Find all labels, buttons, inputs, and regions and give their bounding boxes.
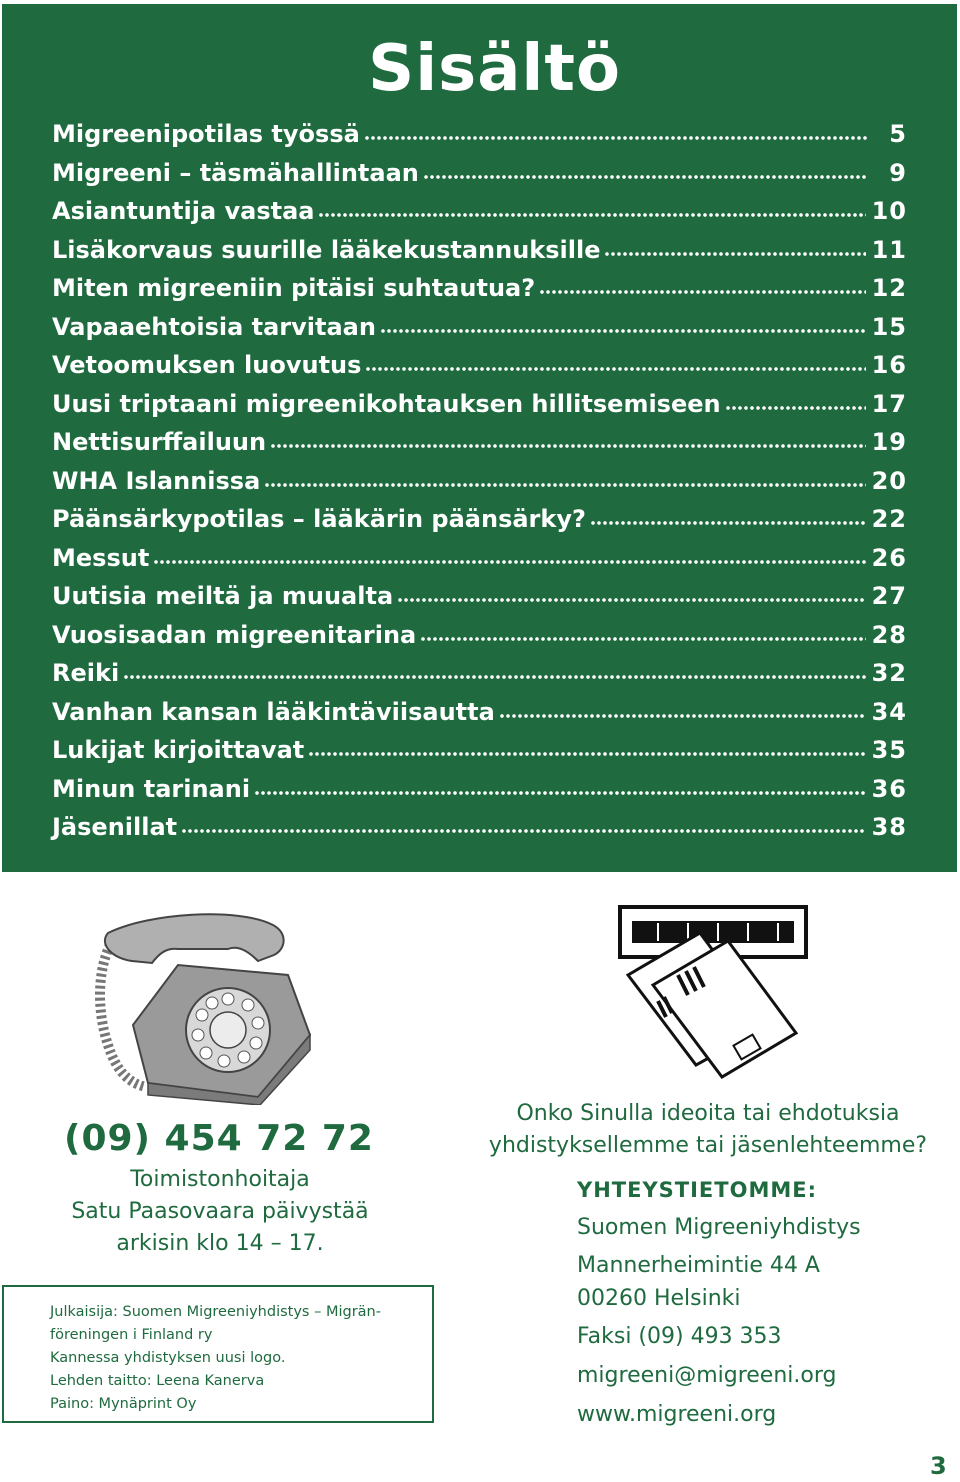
toc-dot-leader: [365, 347, 865, 373]
toc-entry-page: 28: [871, 620, 907, 649]
contact-heading: YHTEYSTIETOMME:: [577, 1178, 817, 1202]
toc-entry: [52, 809, 907, 848]
page-number: 3: [930, 1452, 947, 1480]
toc-entry-page: 20: [871, 466, 907, 495]
publication-credits: [2, 1285, 434, 1423]
toc-entry: [52, 694, 907, 733]
toc-dot-leader: [318, 193, 865, 219]
toc-entry: [52, 578, 907, 617]
toc-dot-leader: [423, 155, 867, 181]
office-hours-info: [55, 1164, 385, 1260]
credits-line: Lehden taitto: Leena Kanerva: [50, 1373, 265, 1389]
toc-dot-leader: [604, 232, 865, 258]
toc-entry-page: 22: [871, 505, 907, 533]
toc-entry: [52, 617, 907, 656]
toc-entry-page: 27: [871, 582, 907, 610]
toc-title: Sisältö: [368, 32, 621, 106]
mail-slot-letters-icon: [618, 905, 808, 1090]
toc-entry-page: 19: [871, 428, 907, 456]
toc-entry-page: 15: [871, 312, 907, 341]
toc-entry-title: Vetoomuksen luovutus: [52, 351, 362, 379]
toc-entry-page: 35: [871, 736, 907, 764]
contact-website-link[interactable]: www.migreeni.org: [577, 1402, 777, 1427]
toc-entry-title: Uutisia meiltä ja muualta: [52, 582, 394, 610]
toc-entry-page: 5: [889, 120, 907, 148]
toc-entry-title: Jäsenillat: [52, 813, 178, 841]
toc-entry: [52, 232, 907, 271]
toc-entry-page: 34: [871, 697, 907, 726]
office-info-line: Satu Paasovaara päivystää: [71, 1199, 369, 1224]
toc-dot-leader: [380, 309, 866, 335]
toc-entry-title: Vapaaehtoisia tarvitaan: [52, 312, 376, 341]
toc-dot-leader: [123, 655, 865, 681]
credits-line: föreningen i Finland ry: [50, 1327, 213, 1343]
toc-dot-leader: [590, 501, 866, 527]
toc-entry-page: 16: [871, 351, 907, 379]
toc-dot-leader: [397, 578, 865, 604]
toc-entry-title: Reiki: [52, 659, 120, 687]
toc-list: [52, 116, 907, 848]
toc-dot-leader: [153, 540, 865, 566]
contact-postal: 00260 Helsinki: [577, 1286, 741, 1311]
toc-dot-leader: [420, 617, 865, 643]
credits-line: Paino: Mynäprint Oy: [50, 1396, 197, 1412]
toc-entry: [52, 501, 907, 540]
contact-street: Mannerheimintie 44 A: [577, 1253, 820, 1278]
toc-entry: [52, 116, 907, 155]
toc-entry-title: Miten migreeniin pitäisi suhtautua?: [52, 274, 536, 302]
toc-entry-title: WHA Islannissa: [52, 466, 261, 495]
credits-line: Julkaisija: Suomen Migreeniyhdistys – Migrän-: [50, 1304, 381, 1320]
toc-dot-leader: [364, 116, 867, 142]
question-line: Onko Sinulla ideoita tai ehdotuksia: [516, 1101, 900, 1126]
toc-entry-title: Lukijat kirjoittavat: [52, 736, 305, 764]
toc-entry-page: 38: [871, 813, 907, 841]
ideas-question: [478, 1098, 938, 1162]
toc-entry-title: Päänsärkypotilas – lääkärin päänsärky?: [52, 505, 586, 533]
office-phone-number: (09) 454 72 72: [64, 1118, 374, 1159]
contact-fax: Faksi (09) 493 353: [577, 1324, 782, 1349]
table-of-contents: [2, 4, 957, 872]
toc-entry-title: Migreenipotilas työssä: [52, 120, 360, 148]
toc-entry: [52, 655, 907, 694]
toc-entry: [52, 309, 907, 348]
toc-dot-leader: [270, 424, 866, 450]
toc-dot-leader: [181, 809, 865, 835]
toc-entry-page: 17: [871, 389, 907, 418]
toc-entry-title: Migreeni – täsmähallintaan: [52, 158, 419, 187]
toc-entry-title: Lisäkorvaus suurille lääkekustannuksille: [52, 235, 601, 264]
toc-entry-title: Nettisurffailuun: [52, 428, 267, 456]
toc-entry-title: Vuosisadan migreenitarina: [52, 620, 417, 649]
toc-entry-title: Messut: [52, 543, 150, 572]
question-line: yhdistyksellemme tai jäsenlehteemme?: [488, 1133, 928, 1158]
toc-entry-page: 10: [871, 197, 907, 225]
toc-entry-page: 11: [871, 235, 907, 264]
contact-organization: Suomen Migreeniyhdistys: [577, 1215, 861, 1240]
toc-entry: [52, 463, 907, 502]
toc-entry: [52, 155, 907, 194]
toc-dot-leader: [308, 732, 865, 758]
toc-entry: [52, 540, 907, 579]
toc-entry-page: 12: [871, 274, 907, 302]
toc-dot-leader: [254, 771, 866, 797]
office-info-line: Toimistonhoitaja: [130, 1167, 310, 1192]
toc-dot-leader: [725, 386, 866, 412]
rotary-telephone-icon: [88, 905, 318, 1105]
toc-entry: [52, 270, 907, 309]
toc-entry: [52, 732, 907, 771]
toc-entry-page: 26: [871, 543, 907, 572]
toc-entry-title: Minun tarinani: [52, 774, 251, 803]
office-info-line: arkisin klo 14 – 17.: [116, 1231, 324, 1256]
toc-entry-page: 32: [871, 659, 907, 687]
toc-entry: [52, 771, 907, 810]
toc-entry-page: 36: [871, 774, 907, 803]
toc-dot-leader: [539, 270, 865, 296]
contact-email-link[interactable]: migreeni@migreeni.org: [577, 1363, 837, 1388]
toc-entry-title: Vanhan kansan lääkintäviisautta: [52, 697, 495, 726]
toc-entry-title: Asiantuntija vastaa: [52, 197, 315, 225]
toc-entry: [52, 424, 907, 463]
toc-entry: [52, 347, 907, 386]
toc-dot-leader: [264, 463, 865, 489]
toc-dot-leader: [499, 694, 866, 720]
toc-entry: [52, 386, 907, 425]
toc-entry-title: Uusi triptaani migreenikohtauksen hillitsemiseen: [52, 389, 721, 418]
toc-entry-page: 9: [889, 158, 907, 187]
toc-entry: [52, 193, 907, 232]
credits-line: Kannessa yhdistyksen uusi logo.: [50, 1350, 286, 1366]
